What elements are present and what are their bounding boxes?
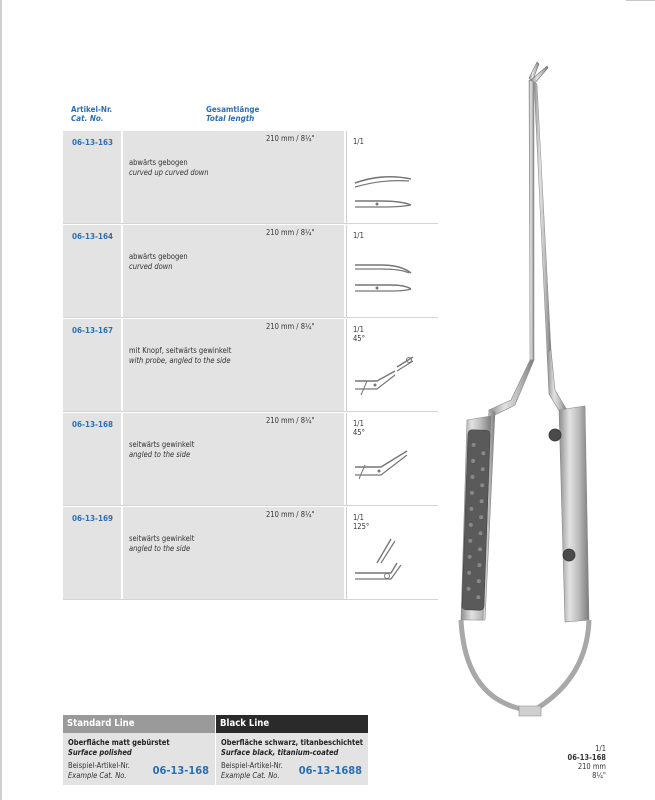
description-de: seitwärts gewinkelt <box>129 534 195 543</box>
scale-cell <box>346 319 439 411</box>
header-len-de: Gesamtlänge <box>206 105 260 114</box>
header-cat-en: Cat. No. <box>71 114 104 123</box>
illustration-caption <box>568 744 606 780</box>
scale-text: 1/1 <box>353 325 364 334</box>
description-de: abwärts gebogen <box>129 158 188 167</box>
description-de: seitwärts gewinkelt <box>129 440 195 449</box>
scale-text: 1/1 <box>353 513 364 522</box>
angle-text: 45° <box>353 428 365 437</box>
cat-number: 06-13-164 <box>72 232 114 241</box>
caption-cat-number: 06-13-168 <box>567 753 606 762</box>
length-text: 210 mm / 8¼" <box>266 416 315 425</box>
scissors-illustration <box>455 60 615 725</box>
standard-surface-de: Oberfläche matt gebürstet <box>68 738 170 747</box>
cat-cell <box>63 131 121 223</box>
product-row <box>63 506 438 599</box>
standard-line-title: Standard Line <box>63 715 215 733</box>
description-en: curved up curved down <box>129 168 209 177</box>
cat-number: 06-13-167 <box>72 326 114 335</box>
tip-illustration <box>351 345 415 401</box>
standard-surface-en: Surface polished <box>68 748 132 757</box>
scale-text: 1/1 <box>353 137 364 146</box>
length-text: 210 mm / 8¼" <box>266 510 315 519</box>
caption-inch: 8¼" <box>592 771 606 780</box>
column-header-length <box>206 105 259 123</box>
cat-cell <box>63 319 121 411</box>
length-text: 210 mm / 8¼" <box>266 134 315 143</box>
product-row <box>63 318 438 411</box>
description-en: with probe, angled to the side <box>129 356 231 365</box>
cat-cell <box>63 413 121 505</box>
description-cell <box>123 413 344 505</box>
column-header-cat-no <box>71 105 112 123</box>
standard-example-en: Example Cat. No. <box>68 771 127 780</box>
cat-number: 06-13-168 <box>72 420 114 429</box>
standard-line-box <box>63 715 215 785</box>
product-row <box>63 224 438 317</box>
standard-example-number: 06-13-168 <box>152 764 209 777</box>
description-en: angled to the side <box>129 544 191 553</box>
description-en: curved down <box>129 262 173 271</box>
black-example-en: Example Cat. No. <box>221 771 280 780</box>
description-en: angled to the side <box>129 450 191 459</box>
black-surface-de: Oberfläche schwarz, titanbeschichtet <box>221 738 364 747</box>
scale-text: 1/1 <box>353 419 364 428</box>
caption-mm: 210 mm <box>577 762 606 771</box>
description-cell <box>123 319 344 411</box>
tip-illustration <box>351 439 415 495</box>
angle-text: 45° <box>353 334 365 343</box>
product-row <box>63 130 438 223</box>
black-example-de: Beispiel-Artikel-Nr. <box>221 761 283 770</box>
cat-cell <box>63 225 121 317</box>
black-example-number: 06-13-1688 <box>298 764 362 777</box>
header-cat-de: Artikel-Nr. <box>71 105 113 114</box>
header-len-en: Total length <box>206 114 255 123</box>
cat-number: 06-13-169 <box>72 514 114 523</box>
tip-illustration <box>351 251 415 307</box>
crop-mark <box>626 0 655 1</box>
cat-number: 06-13-163 <box>72 138 114 147</box>
scale-text: 1/1 <box>353 231 364 240</box>
black-line-box <box>216 715 368 785</box>
description-cell <box>123 225 344 317</box>
scale-cell <box>346 507 439 599</box>
length-text: 210 mm / 8¼" <box>266 322 315 331</box>
scale-cell <box>346 131 439 223</box>
cat-cell <box>63 507 121 599</box>
scale-cell <box>346 413 439 505</box>
angle-text: 125° <box>353 522 370 531</box>
scale-cell <box>346 225 439 317</box>
standard-example-de: Beispiel-Artikel-Nr. <box>68 761 130 770</box>
caption-scale: 1/1 <box>595 744 606 753</box>
product-row <box>63 412 438 505</box>
black-surface-en: Surface black, titanium-coated <box>221 748 339 757</box>
tip-illustration <box>351 157 415 213</box>
description-de: mit Knopf, seitwärts gewinkelt <box>129 346 232 355</box>
description-cell <box>123 131 344 223</box>
length-text: 210 mm / 8¼" <box>266 228 315 237</box>
tip-illustration <box>351 533 415 589</box>
page-left-rule <box>0 0 2 800</box>
row-divider <box>63 599 438 600</box>
description-cell <box>123 507 344 599</box>
black-line-title: Black Line <box>216 715 368 733</box>
description-de: abwärts gebogen <box>129 252 188 261</box>
